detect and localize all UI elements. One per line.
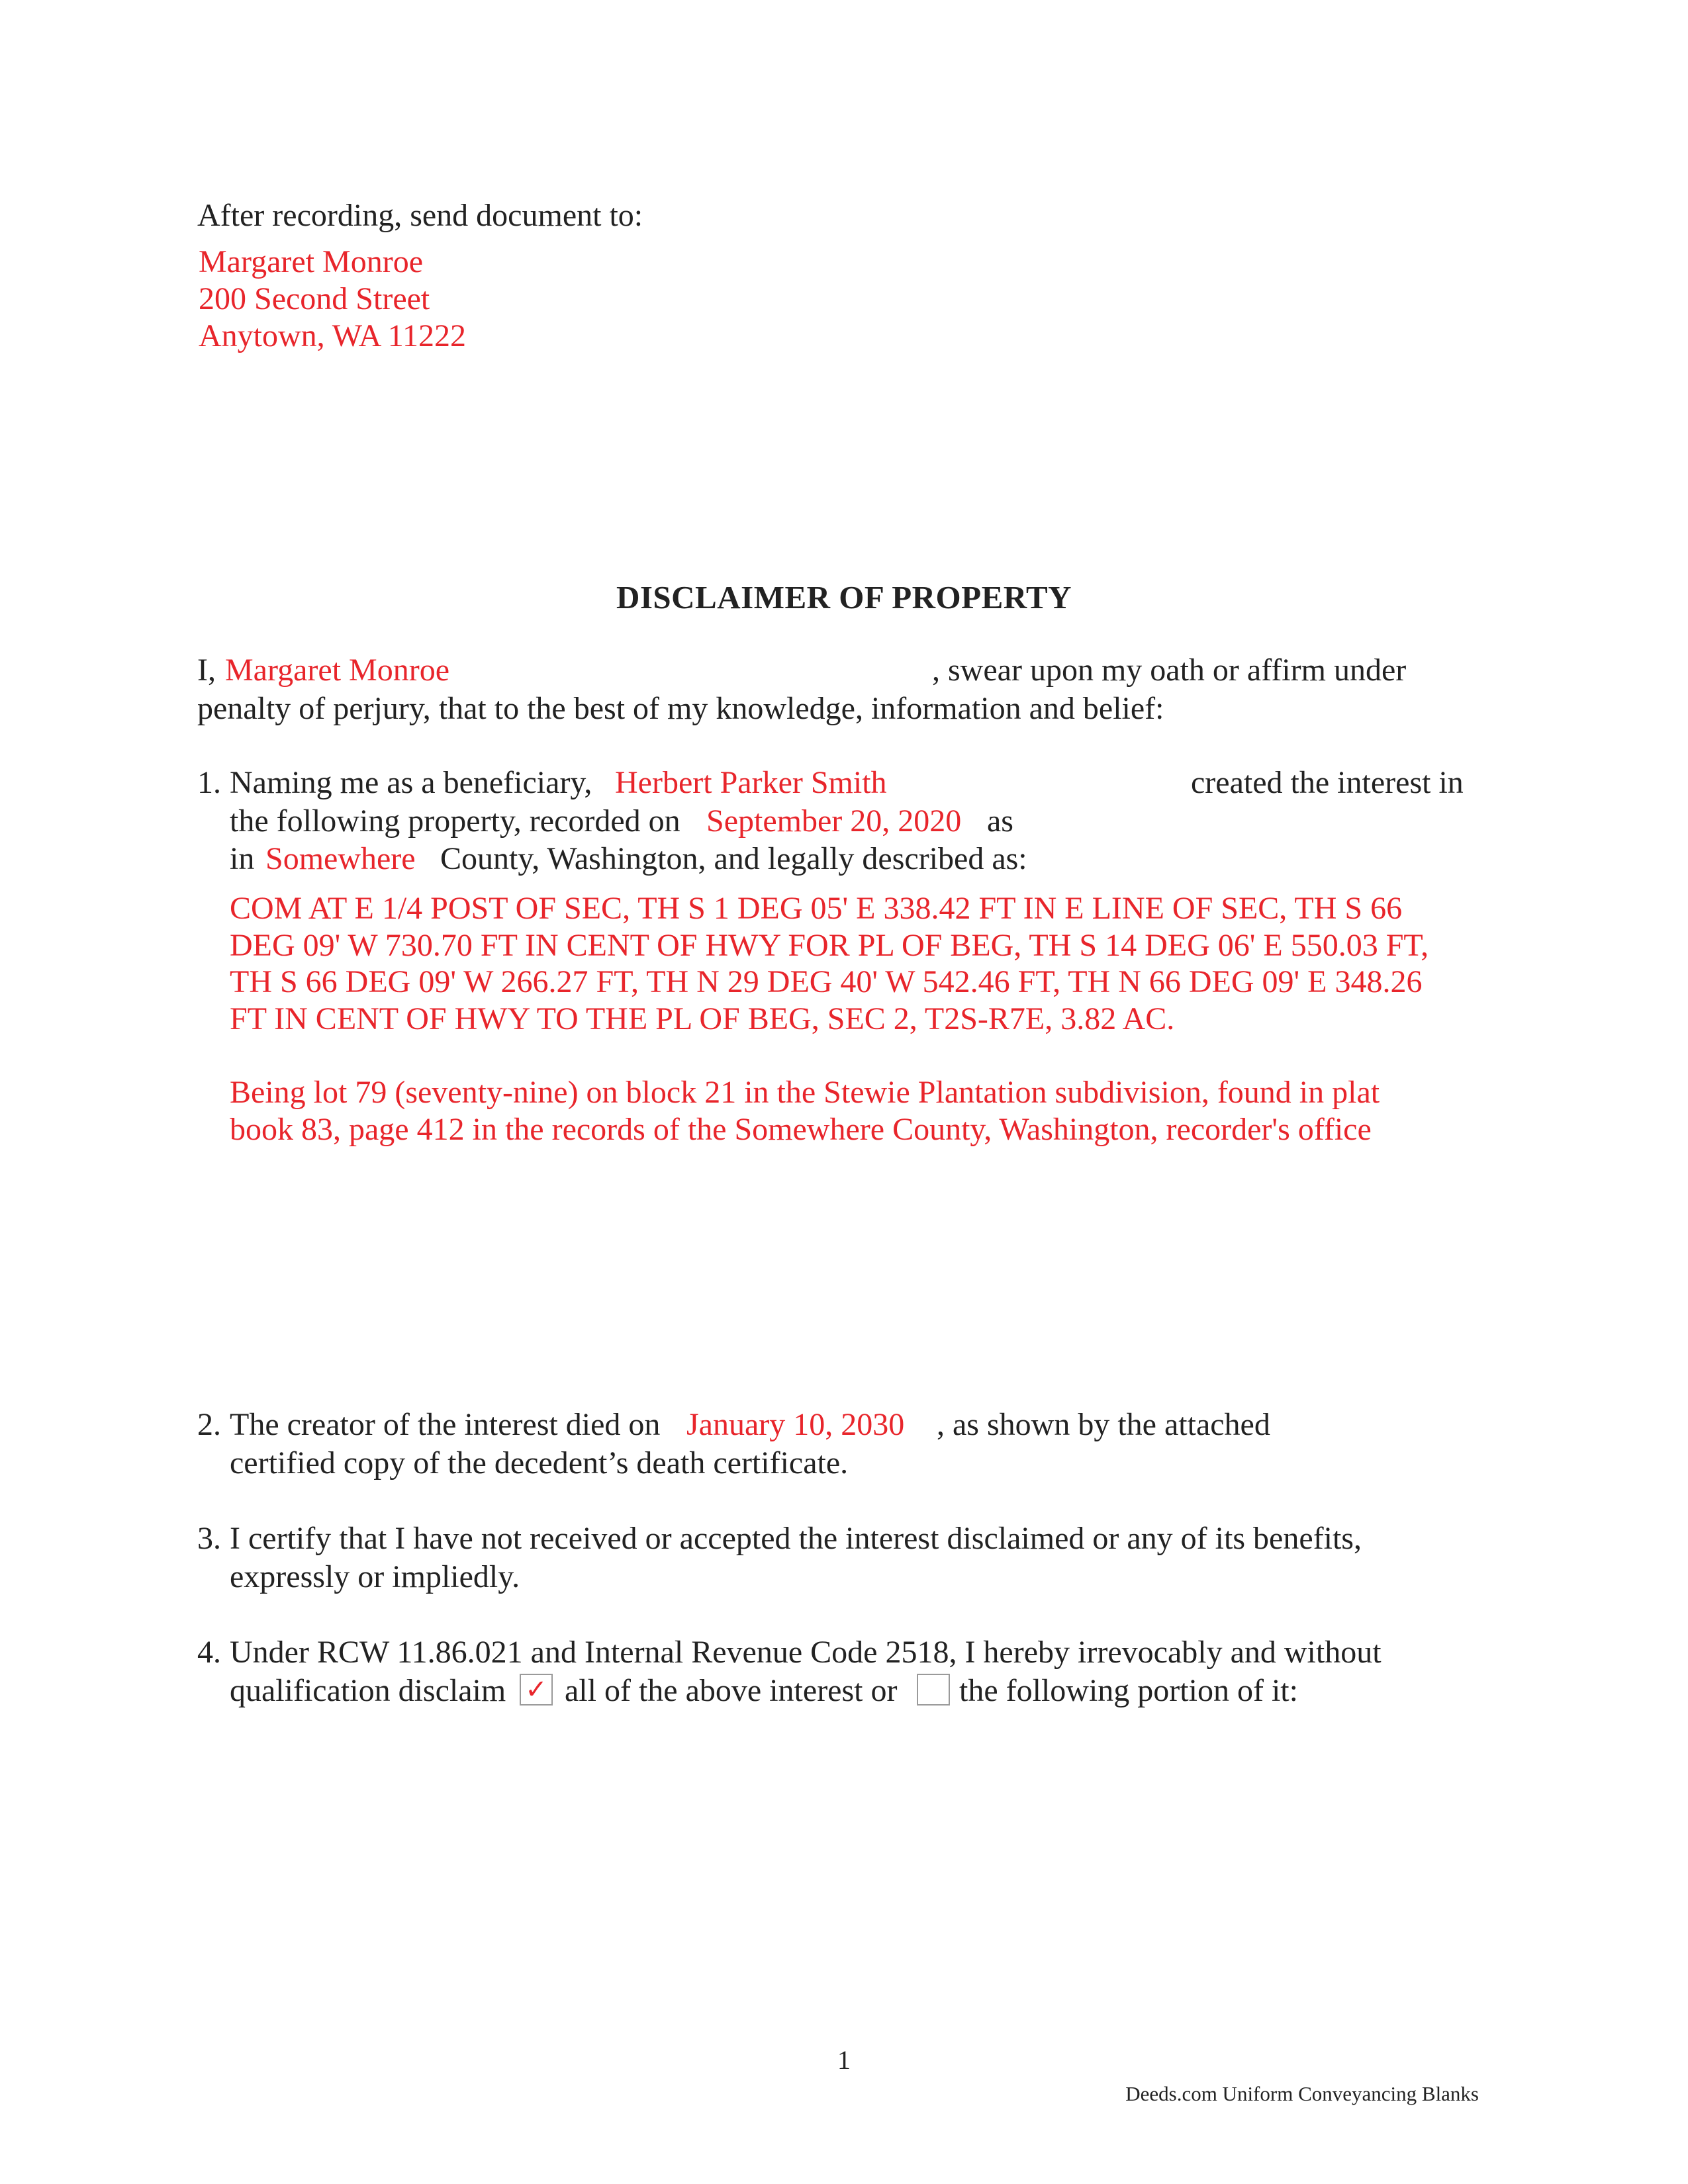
item-2-line-2: certified copy of the decedent’s death certificate.: [230, 1445, 849, 1480]
oath-prefix: I,: [197, 653, 216, 688]
creator-name-field[interactable]: Herbert Parker Smith: [615, 765, 887, 800]
lot-description-field[interactable]: [230, 1074, 1487, 1148]
item-4-text-c: the following portion of it:: [959, 1673, 1298, 1708]
county-field[interactable]: Somewhere: [265, 841, 416, 876]
item-3-number: 3.: [197, 1521, 221, 1556]
legal-description-line: TH S 66 DEG 09' W 266.27 FT, TH N 29 DEG 40' W 542.46 FT, TH N 66 DEG 09' E 348.26: [230, 964, 1423, 999]
document-title: DISCLAIMER OF PROPERTY: [616, 579, 1072, 615]
death-date-field[interactable]: January 10, 2030: [686, 1407, 905, 1442]
disclaim-all-checkbox[interactable]: [520, 1674, 553, 1706]
footer-text: Deeds.com Uniform Conveyancing Blanks: [1125, 2082, 1479, 2105]
legal-description-line: FT IN CENT OF HWY TO THE PL OF BEG, SEC 2, T2S-R7E, 3.82 AC.: [230, 1001, 1175, 1036]
item-4-text-a: qualification disclaim: [230, 1673, 506, 1708]
item-3-line-1: I certify that I have not received or accepted the interest disclaimed or any of its benefits,: [230, 1521, 1362, 1556]
lot-description-line: Being lot 79 (seventy-nine) on block 21 in the Stewie Plantation subdivision, found in plat: [230, 1075, 1380, 1110]
item-1-number: 1.: [197, 765, 221, 800]
item-4-number: 4.: [197, 1635, 221, 1670]
item-2-number: 2.: [197, 1407, 221, 1442]
oath-line-2: penalty of perjury, that to the best of my knowledge, information and belief:: [197, 691, 1164, 726]
item-1-text-f: County, Washington, and legally described as:: [440, 841, 1027, 876]
item-1-text-d: as: [987, 803, 1013, 839]
checkmark-icon: ✓: [525, 1674, 547, 1705]
return-street-field[interactable]: 200 Second Street: [199, 281, 430, 316]
return-city-field[interactable]: Anytown, WA 11222: [199, 318, 467, 353]
return-address-heading: After recording, send document to:: [197, 198, 643, 233]
item-1-text-a: Naming me as a beneficiary,: [230, 765, 592, 800]
legal-description-line: COM AT E 1/4 POST OF SEC, TH S 1 DEG 05' E 338.42 FT IN E LINE OF SEC, TH S 66: [230, 891, 1403, 926]
legal-description-field[interactable]: [230, 890, 1487, 1037]
item-4-text-b: all of the above interest or: [565, 1673, 898, 1708]
item-2-text-a: The creator of the interest died on: [230, 1407, 661, 1442]
return-name-field[interactable]: Margaret Monroe: [199, 244, 423, 279]
item-1-text-b: created the interest in: [1191, 765, 1464, 800]
lot-description-line: book 83, page 412 in the records of the Somewhere County, Washington, recorder's office: [230, 1111, 1372, 1147]
item-1-text-e: in: [230, 841, 255, 876]
item-1-text-c: the following property, recorded on: [230, 803, 680, 839]
oath-suffix: , swear upon my oath or affirm under: [932, 653, 1407, 688]
recorded-date-field[interactable]: September 20, 2020: [706, 803, 962, 839]
page-number: 1: [837, 2045, 851, 2075]
legal-description-line: DEG 09' W 730.70 FT IN CENT OF HWY FOR PL OF BEG, TH S 14 DEG 06' E 550.03 FT,: [230, 927, 1429, 963]
item-3-line-2: expressly or impliedly.: [230, 1559, 520, 1594]
item-4-line-1: Under RCW 11.86.021 and Internal Revenue Code 2518, I hereby irrevocably and without: [230, 1635, 1382, 1670]
disclaim-portion-checkbox[interactable]: [917, 1674, 950, 1706]
affiant-name-field[interactable]: Margaret Monroe: [225, 653, 449, 688]
item-2-text-b: , as shown by the attached: [937, 1407, 1270, 1442]
